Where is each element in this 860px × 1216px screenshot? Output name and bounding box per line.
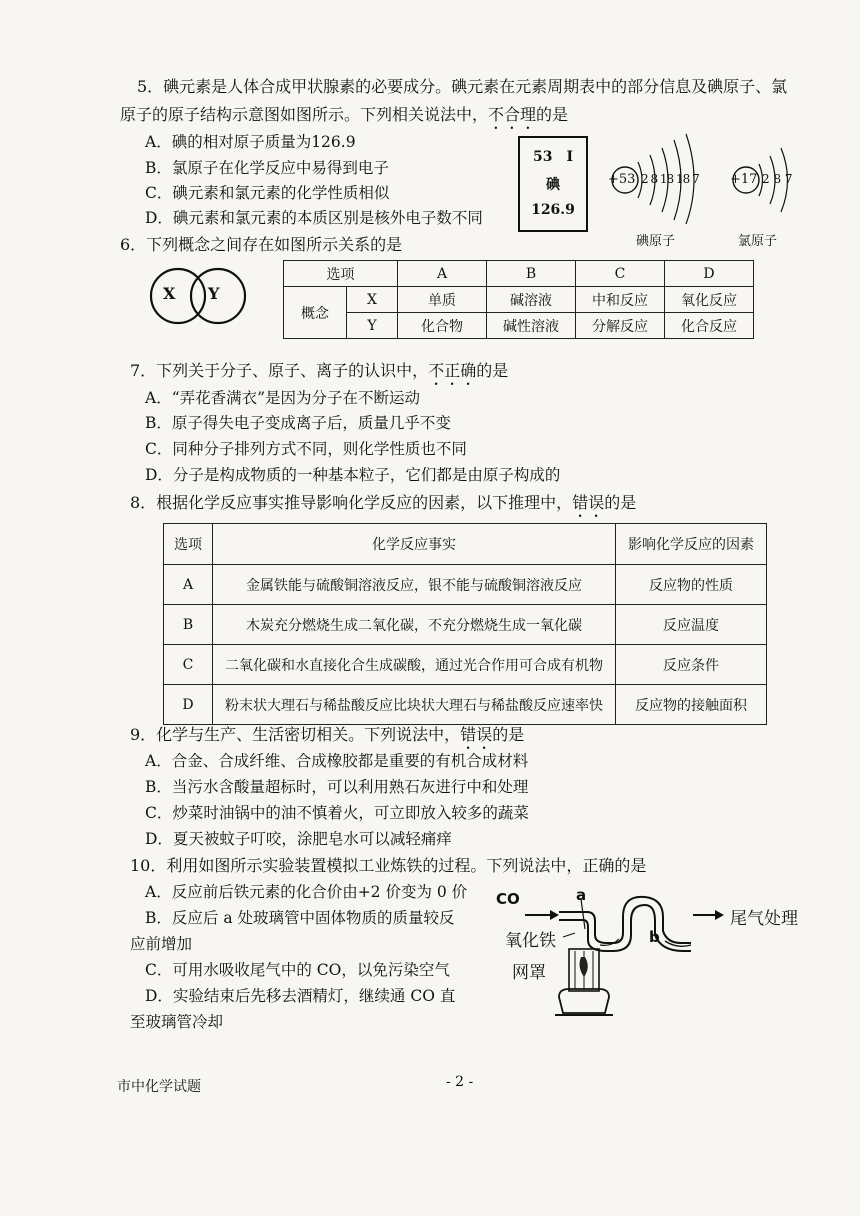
- table-cell: Y: [347, 313, 398, 339]
- chlorine-nucleus: +17: [730, 172, 758, 187]
- q7-option-a: A．“弄花香满衣”是因为分子在不断运动: [145, 389, 421, 407]
- iron-oxide-label: 氧化铁: [505, 931, 556, 951]
- table-cell: 反应物的接触面积: [616, 685, 767, 725]
- co-label: CO: [496, 890, 520, 908]
- table-row: [284, 313, 754, 339]
- table-cell: 化合反应: [665, 313, 754, 339]
- table-row: [164, 524, 767, 565]
- table-cell: 中和反应: [576, 287, 665, 313]
- table-row: [164, 565, 767, 605]
- chlorine-atom-label: 氯原子: [738, 234, 778, 249]
- q5-emphasis: 不合理: [488, 105, 537, 124]
- table-row: [164, 685, 767, 725]
- table-cell: B: [164, 605, 213, 645]
- element-mass: 126.9: [531, 202, 575, 218]
- tail-gas-label: 尾气处理: [730, 909, 798, 929]
- table-cell: 金属铁能与硫酸铜溶液反应，银不能与硫酸铜溶液反应: [213, 565, 616, 605]
- q6-table: [283, 260, 754, 339]
- q10-option-b-cont: 应前增加: [130, 935, 193, 953]
- table-row: [284, 287, 754, 313]
- table-cell: 二氧化碳和水直接化合生成碳酸，通过光合作用可合成有机物: [213, 645, 616, 685]
- q7-emphasis: 不正确: [428, 361, 477, 380]
- q10-option-c: C．可用水吸收尾气中的 CO，以免污染空气: [145, 961, 450, 979]
- point-b-label: b: [649, 928, 660, 946]
- chlorine-shells: 2 8 7: [762, 172, 793, 186]
- table-header-cell: 化学反应事实: [213, 524, 616, 565]
- iodine-shells: 2 8 18 18 7: [641, 172, 699, 186]
- table-row: [284, 261, 754, 287]
- table-cell: 氧化反应: [665, 287, 754, 313]
- q10-stem: 10．利用如图所示实验装置模拟工业炼铁的过程。下列说法中，正确的是: [130, 856, 647, 875]
- element-name: 碘: [546, 177, 560, 193]
- iodine-element-card: [518, 136, 588, 232]
- table-cell: 木炭充分燃烧生成二氧化碳，不充分燃烧生成一氧化碳: [213, 605, 616, 645]
- q7-stem: 7．下列关于分子、原子、离子的认识中，不正确的是: [130, 361, 509, 380]
- iodine-nucleus: +53: [608, 172, 636, 187]
- q5-option-d: D．碘元素和氯元素的本质区别是核外电子数不同: [145, 209, 483, 227]
- table-header-cell: B: [487, 261, 576, 287]
- q8-table: [163, 523, 767, 725]
- table-cell: X: [347, 287, 398, 313]
- table-cell: D: [164, 685, 213, 725]
- table-cell: 化合物: [398, 313, 487, 339]
- venn-label-x: X: [163, 284, 176, 303]
- table-header-cell: 影响化学反应的因素: [616, 524, 767, 565]
- q9-option-d: D．夏天被蚊子叮咬，涂肥皂水可以减轻痛痒: [145, 830, 452, 848]
- q10-option-d-cont: 至玻璃管冷却: [130, 1013, 224, 1031]
- table-cell: 反应温度: [616, 605, 767, 645]
- table-header-cell: C: [576, 261, 665, 287]
- table-cell: C: [164, 645, 213, 685]
- point-a-label: a: [576, 886, 587, 904]
- table-header-cell: 选项: [284, 261, 398, 287]
- q10-option-d: D．实验结束后先移去酒精灯，继续通 CO 直: [145, 987, 456, 1005]
- q5-option-a: A．碘的相对原子质量为126.9: [145, 133, 356, 151]
- q10-option-b: B．反应后 a 处玻璃管中固体物质的质量较反: [145, 909, 455, 927]
- table-row-group: 概念: [284, 287, 347, 339]
- q9-option-a: A．合金、合成纤维、合成橡胶都是重要的有机合成材料: [145, 752, 529, 770]
- q9-option-b: B．当污水含酸量超标时，可以利用熟石灰进行中和处理: [145, 778, 529, 796]
- element-number-symbol: 53 I: [532, 149, 574, 165]
- footer-title: 市中化学试题: [117, 1079, 201, 1095]
- table-cell: 分解反应: [576, 313, 665, 339]
- q8-stem: 8．根据化学反应事实推导影响化学反应的因素，以下推理中，错误的是: [130, 493, 637, 512]
- iodine-atom-label: 碘原子: [636, 234, 676, 249]
- venn-label-y: Y: [208, 284, 220, 303]
- q9-option-c: C．炒菜时油锅中的油不慎着火，可立即放入较多的蔬菜: [145, 804, 529, 822]
- q7-option-c: C．同种分子排列方式不同，则化学性质也不同: [145, 440, 467, 458]
- table-row: [164, 605, 767, 645]
- table-cell: 反应物的性质: [616, 565, 767, 605]
- q7-option-d: D．分子是构成物质的一种基本粒子，它们都是由原子构成的: [145, 466, 561, 484]
- q5-stem-line2: 原子的原子结构示意图如图所示。下列相关说法中，不合理的是: [120, 105, 569, 124]
- q8-emphasis: 错误: [572, 493, 605, 512]
- table-row: [164, 645, 767, 685]
- q9-emphasis: 错误: [460, 725, 493, 744]
- q5-option-b: B．氯原子在化学反应中易得到电子: [145, 159, 389, 177]
- q5-stem-line1: 5．碘元素是人体合成甲状腺素的必要成分。碘元素在元素周期表中的部分信息及碘原子、氯: [137, 77, 788, 96]
- mesh-label: 网罩: [512, 963, 546, 983]
- q6-stem: 6．下列概念之间存在如图所示关系的是: [120, 235, 403, 254]
- q5-option-c: C．碘元素和氯元素的化学性质相似: [145, 184, 390, 202]
- table-header-cell: A: [398, 261, 487, 287]
- table-cell: 碱溶液: [487, 287, 576, 313]
- page-number: - 2 -: [446, 1074, 474, 1090]
- table-header-cell: 选项: [164, 524, 213, 565]
- table-cell: 碱性溶液: [487, 313, 576, 339]
- q10-option-a: A．反应前后铁元素的化合价由+2 价变为 0 价: [145, 883, 468, 901]
- table-header-cell: D: [665, 261, 754, 287]
- q7-option-b: B．原子得失电子变成离子后，质量几乎不变: [145, 414, 451, 432]
- table-cell: A: [164, 565, 213, 605]
- q9-stem: 9．化学与生产、生活密切相关。下列说法中，错误的是: [130, 725, 525, 744]
- table-cell: 粉末状大理石与稀盐酸反应比块状大理石与稀盐酸反应速率快: [213, 685, 616, 725]
- table-cell: 反应条件: [616, 645, 767, 685]
- table-cell: 单质: [398, 287, 487, 313]
